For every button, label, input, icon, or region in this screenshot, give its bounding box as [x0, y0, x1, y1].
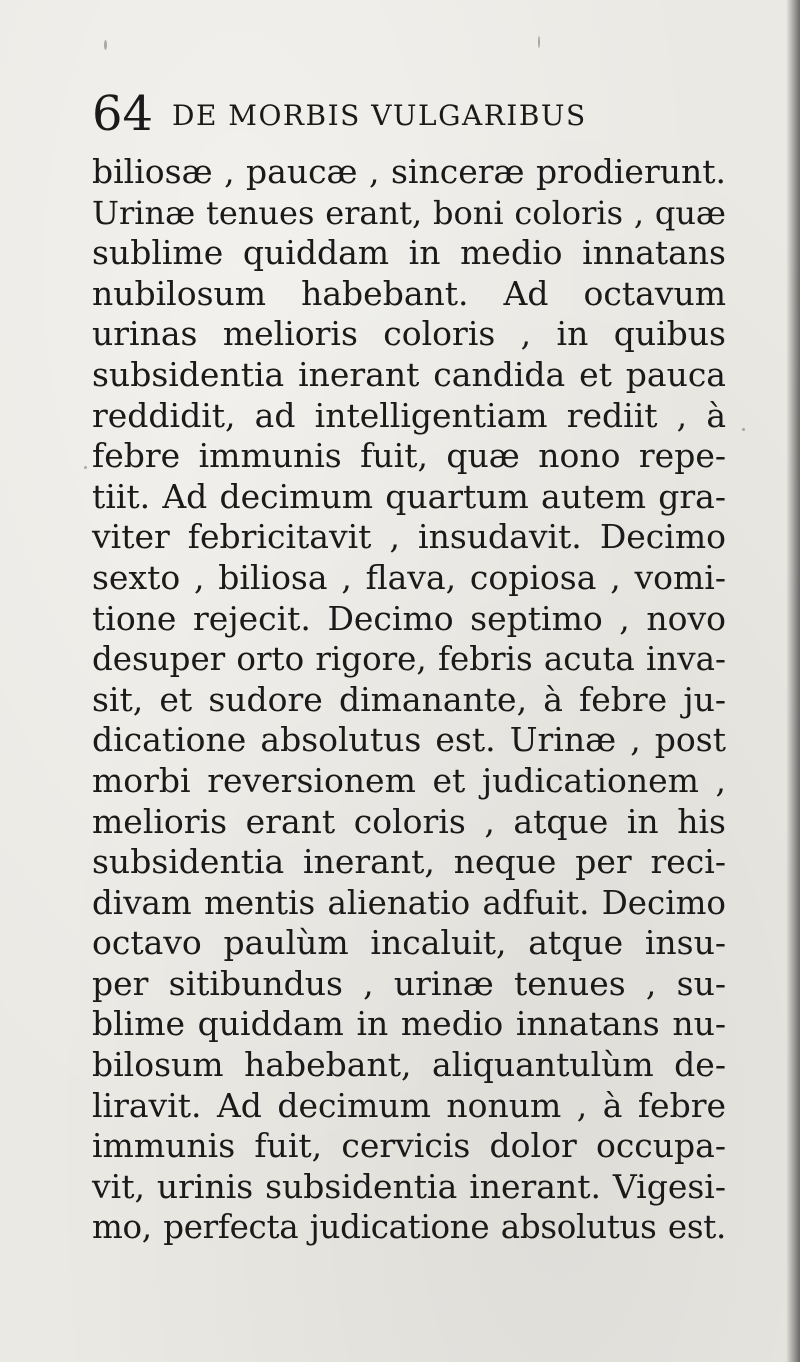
running-head — [92, 84, 692, 144]
text-line: reddidit, ad intelligentiam rediit , à — [92, 395, 726, 435]
text-line: bilosum habebant, aliquantulùm de- — [92, 1045, 726, 1085]
text-line: sit, et sudore dimanante, à febre ju- — [92, 679, 726, 719]
text-line: mo, perfecta judicatione absolutus est. — [92, 1208, 726, 1247]
text-line: biliosæ , paucæ , sinceræ prodierunt. — [92, 152, 726, 191]
paper-speck — [538, 36, 540, 48]
text-line: per sitibundus , urinæ tenues , su- — [92, 963, 726, 1003]
text-line: divam mentis alienatio adfuit. Decimo — [92, 883, 726, 922]
text-line: subsidentia inerant candida et pauca — [92, 354, 726, 394]
text-line: liravit. Ad decimum nonum , à febre — [92, 1085, 726, 1125]
text-line: febre immunis fuit, quæ nono repe- — [92, 436, 726, 476]
page-number: 64 — [92, 86, 154, 142]
text-line: melioris erant coloris , atque in his — [92, 801, 726, 841]
text-line: blime quiddam in medio innatans nu- — [92, 1004, 726, 1044]
text-line: octavo paulùm incaluit, atque insu- — [92, 923, 726, 963]
text-line: sexto , biliosa , flava, copiosa , vomi- — [92, 557, 726, 597]
header-title: DE MORBIS VULGARIBUS — [172, 99, 587, 132]
text-line: dicatione absolutus est. Urinæ , post — [92, 720, 726, 760]
text-line: vit, urinis subsidentia inerant. Vigesi- — [92, 1166, 726, 1206]
text-line: tione rejecit. Decimo septimo , novo — [92, 598, 726, 638]
text-line: subsidentia inerant, neque per reci- — [92, 842, 726, 882]
paper-speck — [104, 40, 107, 50]
text-line: desuper orto rigore, febris acuta inva- — [92, 640, 726, 679]
text-line: viter febricitavit , insudavit. Decimo — [92, 517, 726, 557]
page-edge-shadow — [786, 0, 800, 1362]
text-line: Urinæ tenues erant, boni coloris , quæ — [92, 193, 726, 232]
body-text — [92, 152, 726, 1248]
text-line: morbi reversionem et judicationem , — [92, 760, 726, 800]
text-line: sublime quiddam in medio innatans — [92, 233, 726, 273]
text-line: nubilosum habebant. Ad octavum — [92, 273, 726, 313]
paper-speck — [84, 466, 87, 469]
text-line: tiit. Ad decimum quartum autem gra- — [92, 476, 726, 516]
text-line: urinas melioris coloris , in quibus — [92, 314, 726, 354]
text-line: immunis fuit, cervicis dolor occupa- — [92, 1126, 726, 1166]
paper-speck — [742, 428, 745, 431]
